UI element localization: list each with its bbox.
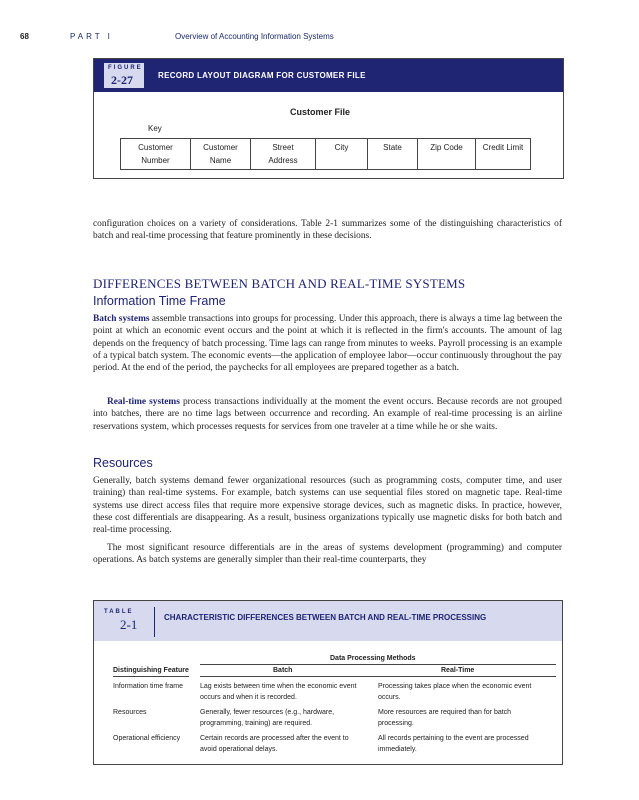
part-label: PART I (70, 32, 113, 41)
row-realtime: All records pertaining to the event are processed immediately. (378, 735, 529, 753)
table-label-word: TABLE (104, 609, 134, 615)
field-city: City (316, 139, 368, 169)
subheading-information-time-frame: Information Time Frame (93, 294, 226, 308)
column-header-feature: Distinguishing Feature (113, 665, 189, 677)
table-label (104, 609, 158, 633)
table-number: 2-1 (120, 617, 138, 632)
column-header-realtime: Real-Time (441, 667, 475, 674)
key-label: Key (148, 124, 162, 133)
customer-file-title: Customer File (290, 107, 351, 117)
field-street-address: Street Address (251, 139, 316, 169)
row-batch: Lag exists between time when the economic event occurs and when it is recorded. (200, 683, 357, 701)
figure-number: 2-27 (111, 73, 133, 87)
field-zip-code: Zip Code (418, 139, 476, 169)
row-realtime: More resources are required than for batch processing. (378, 709, 512, 727)
column-header-batch: Batch (273, 667, 293, 674)
paragraph-resources: Generally, batch systems demand fewer organizational resources (such as programming costs, computer time, and user training) than real-time systems. For example, batch systems can use sequential files stored on magnetic tape. Real-time systems use direct access files that require more expensive storage devices, such as magnetic disks. In practice, however, these cost differentials are disappearing. As a result, business organizations typically use magnetic disks for both batch and real-time processing. (93, 476, 562, 536)
paragraph-real-time-systems: Real-time systems process transactions individually at the moment the event occurs. Because records are not grouped into batches, there are no time lags between occurrence and recording. An example of real-time processing is an airline reservations system, which processes requests for services from one traveler at a time while he or she waits. (93, 397, 562, 432)
table-group-header: Data Processing Methods (330, 655, 416, 662)
running-head (20, 32, 29, 41)
paragraph-intro: configuration choices on a variety of considerations. Table 2-1 summarizes some of the distinguishing characteristics of batch and real-time processing that feature prominently in these decisions. (93, 219, 562, 242)
term-real-time-systems: Real-time systems (107, 397, 180, 407)
field-credit-limit: Credit Limit (482, 143, 524, 152)
row-feature: Resources (113, 709, 147, 716)
paragraph-resource-differentials: The most significant resource differentials are in the areas of systems development (programming) and computer operations. As batch systems are generally simpler than their real-time counterparts, they (93, 543, 562, 566)
column-header-rule (200, 676, 556, 677)
field-customer-name: Customer Name (191, 139, 251, 169)
row-batch: Certain records are processed after the event to avoid operational delays. (200, 735, 349, 753)
record-layout (120, 138, 531, 170)
running-head-title: Overview of Accounting Information Systems (175, 32, 334, 41)
section-heading: DIFFERENCES BETWEEN BATCH AND REAL-TIME SYSTEMS (93, 276, 466, 291)
figure-label (104, 63, 144, 88)
row-realtime: Processing takes place when the economic event occurs. (378, 683, 532, 701)
field-state: State (368, 139, 418, 169)
row-feature: Operational efficiency (113, 735, 181, 742)
term-batch-systems: Batch systems (93, 314, 150, 324)
field-customer-number: Customer Number (121, 139, 191, 169)
figure-label-word: FIGURE (108, 65, 143, 71)
paragraph-batch-systems: Batch systems assemble transactions into groups for processing. Under this approach, there is always a time lag between the point at which an economic event occurs and the point at which it is reflected in the firm's accounts. The amount of lag depends on the frequency of batch processing. Time lags can range from minutes to weeks. Payroll processing is an example of a typical batch system. The economic events—the application of employee labor—occur continuously throughout the pay period. At the end of the period, the paychecks for all employees are prepared together as a batch. (93, 314, 562, 374)
row-feature: Information time frame (113, 683, 184, 690)
table-title: CHARACTERISTIC DIFFERENCES BETWEEN BATCH AND REAL-TIME PROCESSING (164, 613, 487, 622)
figure-header (94, 59, 563, 92)
page-number: 68 (20, 32, 29, 41)
table-header (94, 601, 562, 641)
table-header-divider (154, 607, 155, 637)
group-header-rule (200, 664, 556, 665)
figure-title: RECORD LAYOUT DIAGRAM FOR CUSTOMER FILE (158, 71, 366, 80)
subheading-resources: Resources (93, 456, 153, 470)
row-batch: Generally, fewer resources (e.g., hardware, programming, training) are required. (200, 709, 335, 727)
